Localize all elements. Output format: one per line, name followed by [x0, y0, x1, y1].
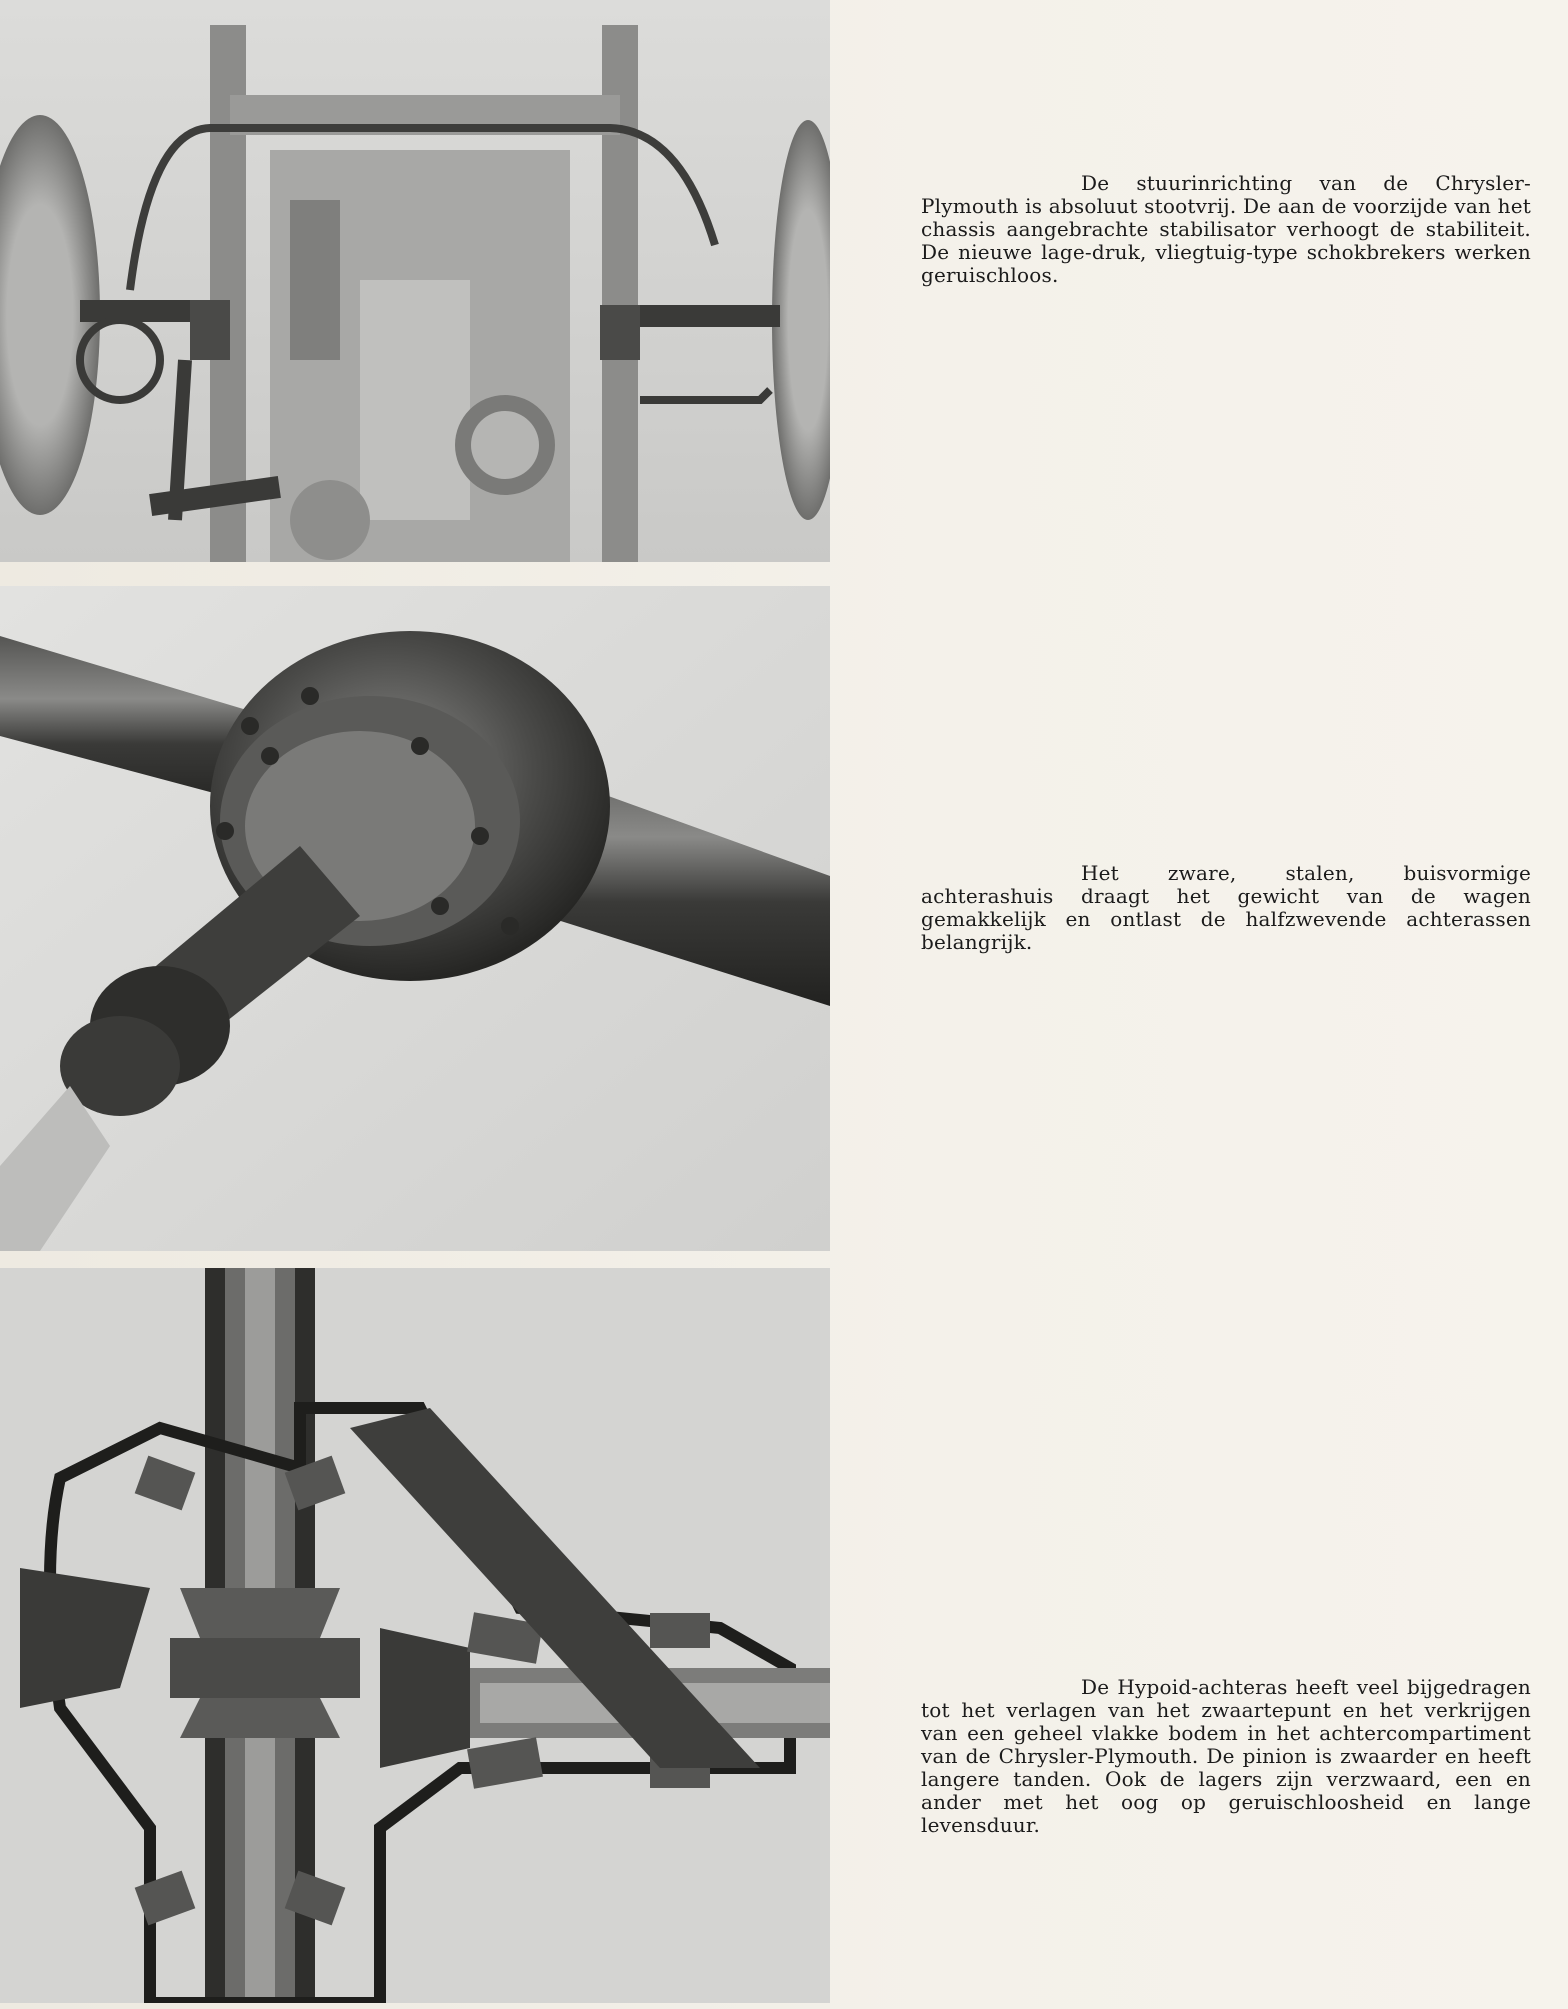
hypoid-axle-cutaway-photo	[0, 1268, 830, 2003]
rear-axle-housing-photo	[0, 586, 830, 1251]
rear-axle-housing-caption-text: Het zware, stalen, buisvormige achterashuis draagt het gewicht van de wagen gemakkelijk en ontlast de halfzwevende achterassen belangrijk.	[921, 861, 1531, 954]
steering-caption	[921, 172, 1531, 287]
hypoid-axle-caption-text: De Hypoid-achteras heeft veel bijgedragen tot het verlagen van het zwaartepunt en het verkrijgen van een geheel vlakke bodem in het achtercompartiment van de Chrysler-Plymouth. De pinion is zwaarder en heeft langere tanden. Ook de lagers zijn verzwaard, een en ander met het oog op geruischloosheid en lange levensduur.	[921, 1675, 1531, 1837]
hypoid-axle-caption	[921, 1676, 1531, 1837]
front-chassis-photo	[0, 0, 830, 562]
rear-axle-housing-caption	[921, 862, 1531, 954]
steering-caption-text: De stuurinrichting van de Chrysler-Plymouth is absoluut stootvrij. De aan de voorzijde van het chassis aangebrachte stabilisator verhoogt de stabiliteit. De nieuwe lage-druk, vliegtuig-type schokbrekers werken geruischloos.	[921, 171, 1531, 287]
